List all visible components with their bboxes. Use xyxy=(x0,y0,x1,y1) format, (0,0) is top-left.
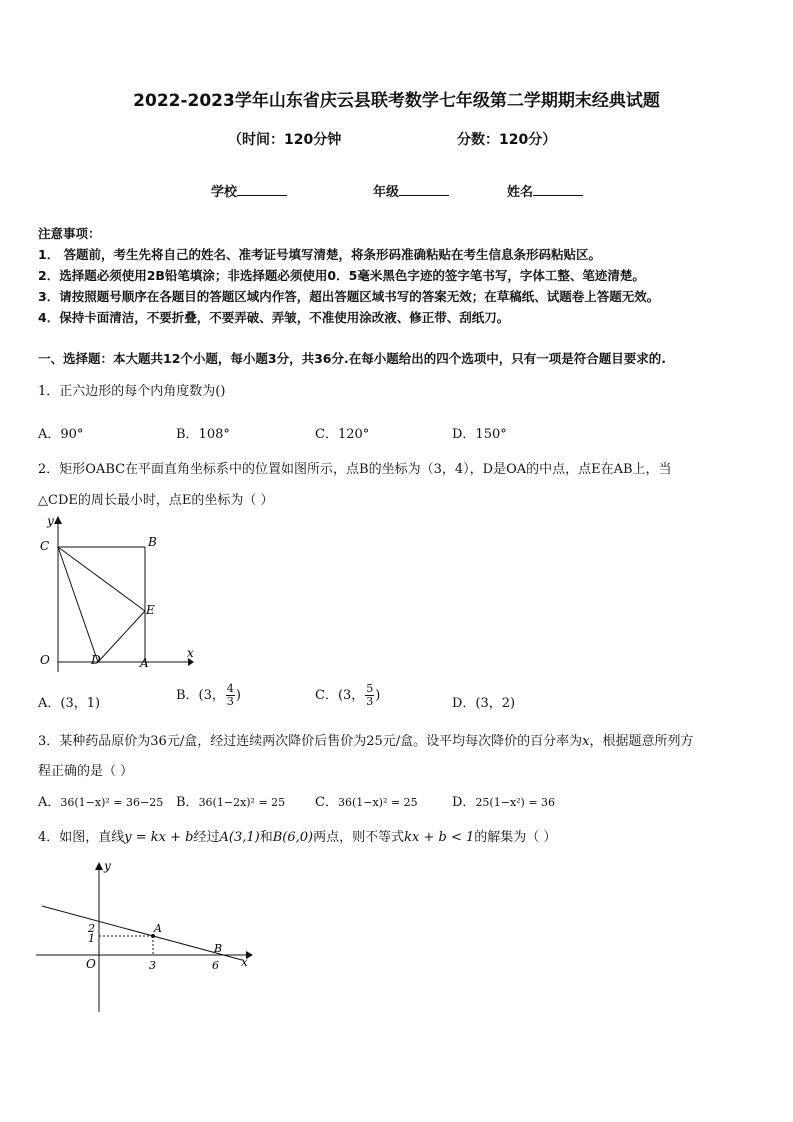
q3-option-c[interactable] xyxy=(315,791,418,810)
q2-option-b-suffix: ) xyxy=(235,688,241,703)
q2-option-b-numerator: 4 xyxy=(226,682,234,695)
notice-item: 3．请按照题号顺序在各题目的答题区域内作答，超出答题区域书写的答案无效；在草稿纸、试题卷上答题无效。 xyxy=(38,289,660,304)
q2-option-c-fraction xyxy=(365,683,374,708)
q3-option-d[interactable] xyxy=(452,791,555,810)
name-blank[interactable] xyxy=(533,183,583,196)
q3-option-d-label: D． xyxy=(452,795,476,810)
q3-stem-line1 xyxy=(38,730,693,749)
school-blank[interactable] xyxy=(237,183,287,196)
q3-stem-line2: 程正确的是（ ） xyxy=(38,764,134,779)
q4-point-a: A(3,1) xyxy=(219,830,260,845)
section-heading: 一、选择题：本大题共12个小题，每小题3分，共36分.在每小题给出的四个选项中，只有一项是符合题目要求的. xyxy=(38,351,666,366)
q4-label-o: O xyxy=(86,957,96,971)
q4-figure xyxy=(36,856,258,1016)
grade-field xyxy=(373,181,449,200)
q2-option-c[interactable] xyxy=(315,683,380,708)
q2-edge-ce xyxy=(58,547,145,611)
q2-label-b: B xyxy=(148,535,157,549)
name-field xyxy=(507,181,583,200)
q2-stem-line1: 2．矩形OABC在平面直角坐标系中的位置如图所示，点B的坐标为（3，4），D是OA的中点，点E在AB上，当 xyxy=(38,462,672,477)
exam-time: （时间：120分钟 xyxy=(228,132,342,148)
notice-item: 2．选择题必须使用2B铅笔填涂；非选择题必须使用0．5毫米黑色字迹的签字笔书写，字体工整、笔迹清楚。 xyxy=(38,268,645,283)
q4-tick-1: 1 xyxy=(88,932,95,945)
q4-tick-6: 6 xyxy=(212,959,219,972)
q2-label-d: D xyxy=(91,653,101,667)
name-label: 姓名 xyxy=(507,185,534,200)
q2-option-c-numerator: 5 xyxy=(366,682,374,695)
q2-option-d[interactable]: D．(3，2) xyxy=(452,696,516,711)
q2-edge-de xyxy=(98,611,145,662)
q1-stem: 1．正六边形的每个内角度数为() xyxy=(38,384,226,399)
q1-option-d[interactable]: D．150° xyxy=(452,427,507,442)
q3-option-c-label: C． xyxy=(315,795,338,810)
q4-tick-2: 2 xyxy=(88,922,95,935)
q2-option-c-denominator: 3 xyxy=(366,695,374,708)
q3-option-d-formula: 25(1−x²) = 36 xyxy=(475,796,556,809)
q2-label-o: O xyxy=(40,653,50,667)
q2-figure xyxy=(36,512,196,674)
q4-point-b: B(6,0) xyxy=(272,830,314,845)
notice-heading: 注意事项： xyxy=(38,226,101,241)
q2-label-a: A xyxy=(140,656,149,670)
q2-option-b-prefix: B．(3， xyxy=(176,688,225,703)
q2-label-x: x xyxy=(187,646,194,660)
q3-stem-text: 3．某种药品原价为36元/盒，经过连续两次降价后售价为25元/盒。设平均每次降价的百分率为 xyxy=(38,734,583,749)
exam-score: 分数：120分） xyxy=(457,132,557,148)
q4-stem-text: 两点，则不等式 xyxy=(313,830,405,845)
q2-option-a[interactable]: A．(3，1) xyxy=(38,696,101,711)
q2-option-b[interactable] xyxy=(176,683,241,708)
q3-option-a-formula: 36(1−x)² = 36−25 xyxy=(60,796,164,809)
q1-option-a[interactable]: A．90° xyxy=(38,427,84,442)
grade-blank[interactable] xyxy=(399,183,449,196)
q3-option-a-label: A． xyxy=(38,795,61,810)
q3-option-b[interactable] xyxy=(176,791,285,810)
q4-line xyxy=(42,906,242,960)
q2-label-c: C xyxy=(40,539,50,553)
school-field xyxy=(211,181,287,200)
q3-option-b-label: B． xyxy=(176,795,199,810)
q4-label-a: A xyxy=(154,922,162,935)
q2-option-b-denominator: 3 xyxy=(226,695,234,708)
q3-variable: x xyxy=(582,734,590,749)
q3-option-b-formula: 36(1−2x)² = 25 xyxy=(198,796,286,809)
q1-option-b[interactable]: B．108° xyxy=(176,427,230,442)
q3-option-c-formula: 36(1−x)² = 25 xyxy=(337,796,418,809)
q4-stem-text: 的解集为（ ） xyxy=(474,830,557,845)
grade-label: 年级 xyxy=(373,185,400,200)
q2-label-e: E xyxy=(146,603,155,617)
q3-stem-text-end: ，根据题意所列方 xyxy=(589,734,694,749)
q4-tick-3: 3 xyxy=(149,959,156,972)
q4-stem-text: 4．如图，直线 xyxy=(38,830,125,845)
q4-stem xyxy=(38,826,556,845)
q2-y-arrow xyxy=(54,516,62,524)
q4-label-x: x xyxy=(241,955,248,969)
q3-option-a[interactable] xyxy=(38,791,163,810)
school-label: 学校 xyxy=(211,185,238,200)
q4-label-y: y xyxy=(104,859,111,873)
q2-edge-cd xyxy=(58,547,98,662)
q4-line-equation: y = kx + b xyxy=(124,830,194,845)
page-title: 2022-2023学年山东省庆云县联考数学七年级第二学期期末经典试题 xyxy=(133,91,660,111)
q4-stem-text: 经过 xyxy=(193,830,220,845)
q2-option-b-fraction xyxy=(226,683,235,708)
q4-label-b: B xyxy=(214,942,223,955)
q1-option-c[interactable]: C．120° xyxy=(315,427,370,442)
notice-item: 1． 答题前，考生先将自己的姓名、准考证号填写清楚，将条形码准确粘贴在考生信息条形码粘贴区。 xyxy=(38,247,602,262)
notice-item: 4．保持卡面清洁，不要折叠，不要弄破、弄皱，不准使用涂改液、修正带、刮纸刀。 xyxy=(38,310,510,325)
q4-stem-text: 和 xyxy=(259,830,273,845)
q4-y-arrow xyxy=(95,862,103,870)
q4-inequality: kx + b < 1 xyxy=(404,830,475,845)
q2-option-c-prefix: C．(3， xyxy=(315,688,365,703)
q2-option-c-suffix: ) xyxy=(375,688,381,703)
q2-label-y: y xyxy=(47,514,54,528)
q2-stem-line2: △CDE的周长最小时，点E的坐标为（ ） xyxy=(38,493,274,508)
